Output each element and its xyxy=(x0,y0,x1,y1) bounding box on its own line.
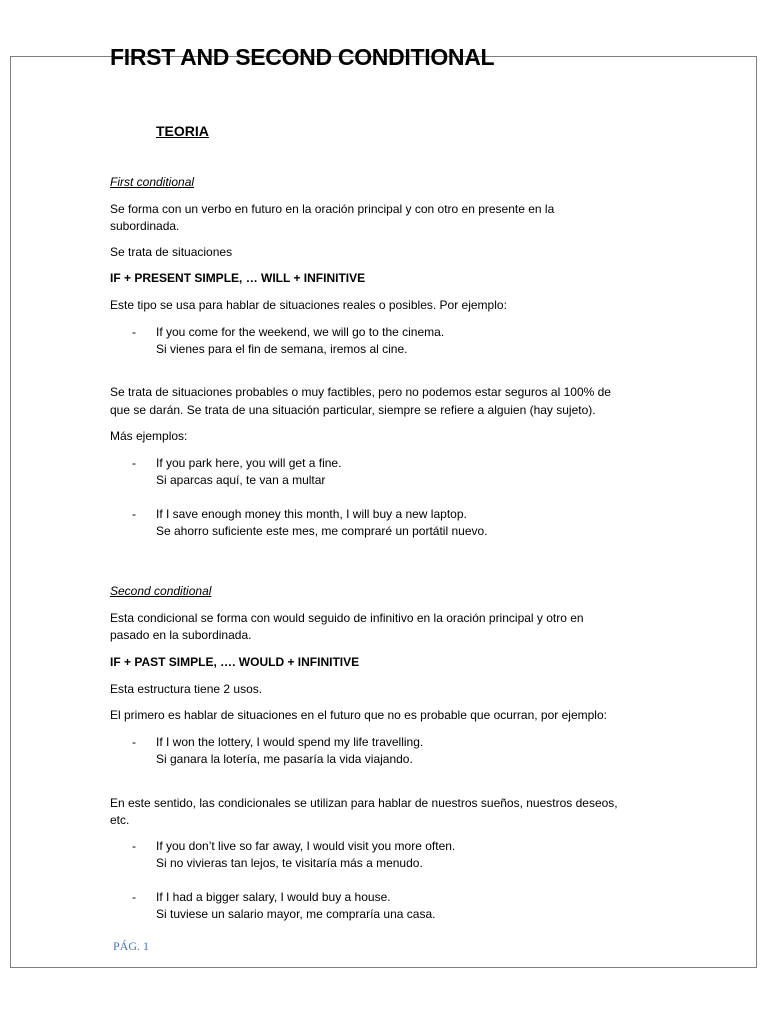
paragraph-line: Más ejemplos: xyxy=(110,429,188,443)
example-english: If you come for the weekend, we will go to the cinema. xyxy=(156,325,445,339)
second-conditional-formula: IF + PAST SIMPLE, …. WOULD + INFINITIVE xyxy=(110,655,360,669)
example-spanish: Se ahorro suficiente este mes, me compraré un portátil nuevo. xyxy=(156,524,488,538)
bullet-dash: - xyxy=(132,456,136,470)
bullet-dash: - xyxy=(132,839,136,853)
paragraph-line: que se darán. Se trata de una situación particular, siempre se refiere a alguien (hay sujeto). xyxy=(110,403,596,417)
bullet-dash: - xyxy=(132,890,136,904)
paragraph-line: Se trata de situaciones probables o muy factibles, pero no podemos estar seguros al 100% de xyxy=(110,385,611,399)
paragraph-line: Se trata de situaciones xyxy=(110,245,233,259)
example-spanish: Si tuviese un salario mayor, me compraría una casa. xyxy=(156,907,436,921)
example-english: If you park here, you will get a fine. xyxy=(156,456,342,470)
paragraph-line: Esta estructura tiene 2 usos. xyxy=(110,682,263,696)
bullet-dash: - xyxy=(132,507,136,521)
example-english: If I save enough money this month, I will buy a new laptop. xyxy=(156,507,467,521)
paragraph-line: Esta condicional se forma con would seguido de infinitivo en la oración principal y otro en xyxy=(110,611,584,625)
page-number: PÁG. 1 xyxy=(113,939,150,953)
second-conditional-heading: Second conditional xyxy=(110,584,212,598)
paragraph-line: subordinada. xyxy=(110,219,180,233)
paragraph-line: En este sentido, las condicionales se utilizan para hablar de nuestros sueños, nuestros deseos, xyxy=(110,796,618,810)
document-title: FIRST AND SECOND CONDITIONAL xyxy=(110,44,495,70)
paragraph-line: Este tipo se usa para hablar de situaciones reales o posibles. Por ejemplo: xyxy=(110,298,507,312)
paragraph-line: pasado en la subordinada. xyxy=(110,628,252,642)
bullet-dash: - xyxy=(132,325,136,339)
example-spanish: Si no vivieras tan lejos, te visitaría más a menudo. xyxy=(156,856,423,870)
paragraph-line: Se forma con un verbo en futuro en la oración principal y con otro en presente en la xyxy=(110,202,555,216)
section-title-teoria: TEORIA xyxy=(156,123,209,139)
example-spanish: Si vienes para el fin de semana, iremos al cine. xyxy=(156,342,408,356)
example-english: If I had a bigger salary, I would buy a house. xyxy=(156,890,391,904)
example-english: If I won the lottery, I would spend my life travelling. xyxy=(156,735,424,749)
example-spanish: Si ganara la lotería, me pasaría la vida viajando. xyxy=(156,752,413,766)
example-english: If you don’t live so far away, I would visit you more often. xyxy=(156,839,456,853)
example-spanish: Si aparcas aquí, te van a multar xyxy=(156,473,326,487)
paragraph-line: etc. xyxy=(110,813,130,827)
bullet-dash: - xyxy=(132,735,136,749)
paragraph-line: El primero es hablar de situaciones en el futuro que no es probable que ocurran, por ejemplo: xyxy=(110,708,607,722)
first-conditional-formula: IF + PRESENT SIMPLE, … WILL + INFINITIVE xyxy=(110,271,366,285)
first-conditional-heading: First conditional xyxy=(110,175,195,189)
